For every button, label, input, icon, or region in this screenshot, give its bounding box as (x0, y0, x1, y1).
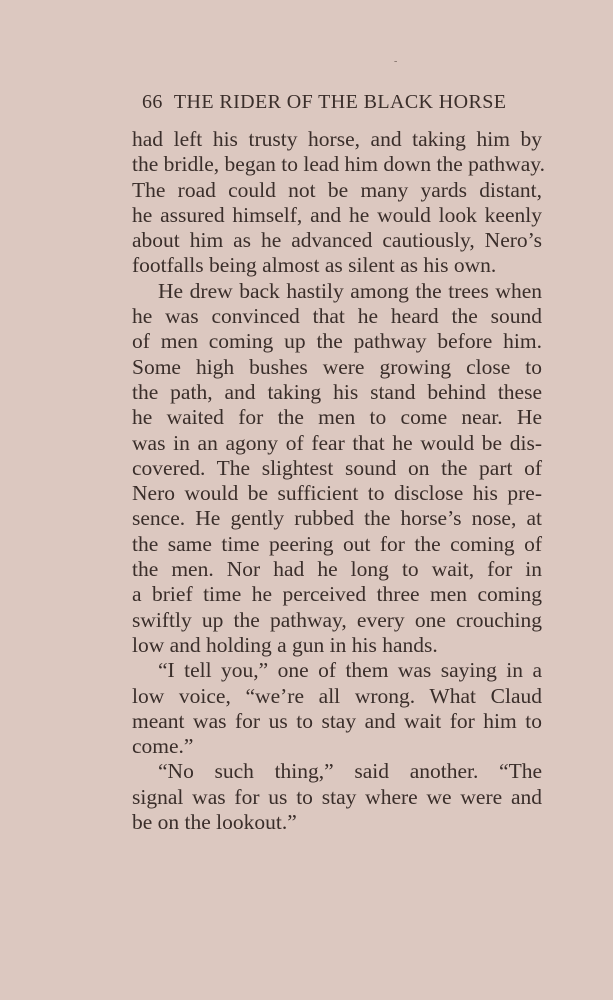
text-line: “I tell you,” one of them was saying in a (158, 658, 542, 683)
text-line: he was convinced that he heard the sound (132, 304, 542, 329)
text-line: “No such thing,” said another. “The (158, 759, 542, 784)
text-line: of men coming up the pathway before him. (132, 329, 542, 354)
running-head (142, 91, 522, 114)
text-line: meant was for us to stay and wait for him to (132, 708, 542, 733)
text-line: footfalls being almost as silent as his own. (132, 253, 497, 278)
page-number: 66 (142, 91, 163, 113)
text-line: the path, and taking his stand behind these (132, 379, 542, 404)
body-text (132, 127, 545, 835)
text-line: a brief time he perceived three men coming (132, 582, 542, 607)
text-line: he waited for the men to come near. He (132, 405, 542, 430)
running-title: THE RIDER OF THE BLACK HORSE (173, 91, 507, 113)
text-line: swiftly up the pathway, every one crouching (132, 607, 542, 632)
text-line: low and holding a gun in his hands. (132, 632, 438, 657)
text-line: Nero would be sufficient to disclose his pre- (132, 481, 542, 506)
text-line: about him as he advanced cautiously, Nero’s (132, 228, 542, 253)
page-mark: - (394, 56, 398, 67)
text-line: the men. Nor had he long to wait, for in (132, 557, 542, 582)
text-line: be on the lookout.” (132, 810, 297, 835)
text-line: sence. He gently rubbed the horse’s nose, at (132, 506, 542, 531)
text-line: had left his trusty horse, and taking him by (132, 127, 542, 151)
text-line: The road could not be many yards distant, (132, 177, 542, 202)
text-line: Some high bushes were growing close to (132, 354, 542, 379)
text-line: he assured himself, and he would look keenly (132, 202, 542, 227)
text-line: the bridle, began to lead him down the pathway. (132, 152, 545, 177)
text-line: the same time peering out for the coming of (132, 531, 542, 556)
text-line: was in an agony of fear that he would be dis- (132, 430, 542, 455)
text-line: come.” (132, 734, 194, 759)
text-line: covered. The slightest sound on the part of (132, 455, 542, 480)
text-line: signal was for us to stay where we were and (132, 784, 542, 809)
text-line: low voice, “we’re all wrong. What Claud (132, 683, 542, 708)
text-line: He drew back hastily among the trees when (158, 278, 542, 303)
